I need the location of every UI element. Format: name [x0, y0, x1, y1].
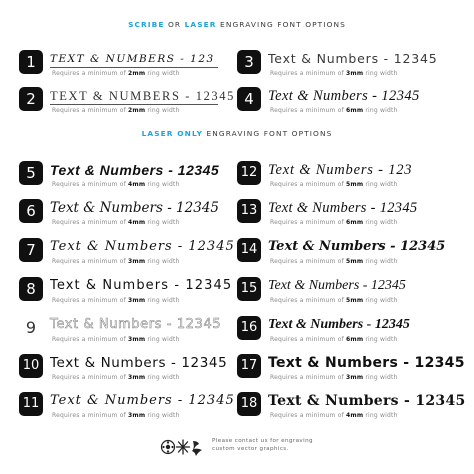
ring-width-requirement: Requires a minimum of 2mm ring width: [52, 70, 180, 77]
ring-width-requirement: Requires a minimum of 6mm ring width: [270, 336, 398, 343]
font-sample: Text & Numbers - 12345: [50, 393, 235, 408]
font-option-6: [19, 199, 239, 235]
font-sample: Text & Numbers - 12345: [50, 239, 235, 254]
ring-width-requirement: Requires a minimum of 3mm ring width: [52, 412, 180, 419]
font-sample: Text & Numbers - 12345: [50, 278, 233, 293]
option-number-badge: 17: [237, 354, 261, 378]
ring-width-requirement: Requires a minimum of 3mm ring width: [52, 258, 180, 265]
font-sample: TEXT & NUMBERS - 123: [50, 53, 215, 65]
font-sample: Text & Numbers - 123: [268, 162, 413, 178]
option-number-badge: 1: [19, 50, 43, 74]
font-sample: Text & Numbers - 12345: [50, 200, 219, 216]
font-option-12: [237, 161, 457, 197]
font-option-7: [19, 238, 239, 274]
font-option-18: [237, 392, 466, 428]
font-sample: Text & Numbers - 12345: [268, 393, 466, 409]
ring-width-requirement: Requires a minimum of 4mm ring width: [52, 219, 180, 226]
font-sample: Text & Numbers - 12345: [268, 51, 438, 66]
font-sample: Text & Numbers - 12345: [268, 88, 420, 104]
ring-width-requirement: Requires a minimum of 3mm ring width: [52, 336, 180, 343]
option-number-badge: 16: [237, 316, 261, 340]
underline-divider: [50, 104, 218, 105]
ring-width-requirement: Requires a minimum of 6mm ring width: [270, 107, 398, 114]
font-option-2: [19, 87, 239, 123]
font-sample: Text & Numbers - 12345: [268, 239, 446, 254]
font-sample: Text & Numbers - 12345: [50, 317, 222, 332]
font-sample: Text & Numbers - 12345: [268, 278, 406, 293]
footer-text: Please contact us for engraving custom vector graphics.: [212, 438, 313, 452]
option-number-badge: 6: [19, 199, 43, 223]
option-number-badge: 8: [19, 277, 43, 301]
option-number-badge: 9: [19, 316, 43, 340]
option-number-badge: 14: [237, 238, 261, 262]
ring-width-requirement: Requires a minimum of 5mm ring width: [270, 297, 398, 304]
font-option-8: [19, 277, 239, 313]
font-sample: Text & Numbers - 12345: [268, 200, 418, 216]
font-option-16: [237, 316, 457, 352]
option-number-badge: 10: [19, 354, 43, 378]
option-number-badge: 11: [19, 392, 43, 416]
ring-width-requirement: Requires a minimum of 3mm ring width: [52, 297, 180, 304]
option-number-badge: 7: [19, 238, 43, 262]
font-option-4: [237, 87, 457, 123]
ring-width-requirement: Requires a minimum of 5mm ring width: [270, 258, 398, 265]
heading-laser-only: LASER ONLY ENGRAVING FONT OPTIONS: [141, 129, 333, 138]
font-option-3: [237, 50, 457, 86]
option-number-badge: 13: [237, 199, 261, 223]
option-number-badge: 18: [237, 392, 261, 416]
ring-width-requirement: Requires a minimum of 3mm ring width: [270, 70, 398, 77]
heading-scribe-or-laser: SCRIBE OR LASER ENGRAVING FONT OPTIONS: [128, 20, 346, 29]
font-option-13: [237, 199, 457, 235]
font-option-9: [19, 316, 239, 352]
option-number-badge: 15: [237, 277, 261, 301]
font-option-10: [19, 354, 239, 390]
font-option-14: [237, 238, 457, 274]
font-sample: Text & Numbers - 12345: [268, 317, 410, 332]
font-option-5: [19, 161, 239, 197]
footer: [160, 435, 330, 459]
option-number-badge: 4: [237, 87, 261, 111]
font-sample: Text & Numbers - 12345: [268, 355, 465, 371]
option-number-badge: 2: [19, 87, 43, 111]
option-number-badge: 12: [237, 161, 261, 185]
font-sample: Text & Numbers - 12345: [50, 162, 220, 178]
ring-width-requirement: Requires a minimum of 2mm ring width: [52, 107, 180, 114]
ring-width-requirement: Requires a minimum of 4mm ring width: [52, 181, 180, 188]
font-option-1: [19, 50, 239, 86]
ring-width-requirement: Requires a minimum of 6mm ring width: [270, 219, 398, 226]
ring-width-requirement: Requires a minimum of 5mm ring width: [270, 181, 398, 188]
font-option-15: [237, 277, 457, 313]
font-option-11: [19, 392, 239, 428]
ring-width-requirement: Requires a minimum of 3mm ring width: [52, 374, 180, 381]
font-option-17: [237, 354, 465, 390]
font-sample: TEXT & NUMBERS - 12345: [50, 89, 235, 103]
ring-width-requirement: Requires a minimum of 4mm ring width: [270, 412, 398, 419]
option-number-badge: 5: [19, 161, 43, 185]
underline-divider: [50, 67, 218, 68]
font-sample: Text & Numbers - 12345: [50, 355, 228, 371]
ring-width-requirement: Requires a minimum of 3mm ring width: [270, 374, 398, 381]
vector-graphics-logo-icon: [160, 437, 206, 457]
option-number-badge: 3: [237, 50, 261, 74]
